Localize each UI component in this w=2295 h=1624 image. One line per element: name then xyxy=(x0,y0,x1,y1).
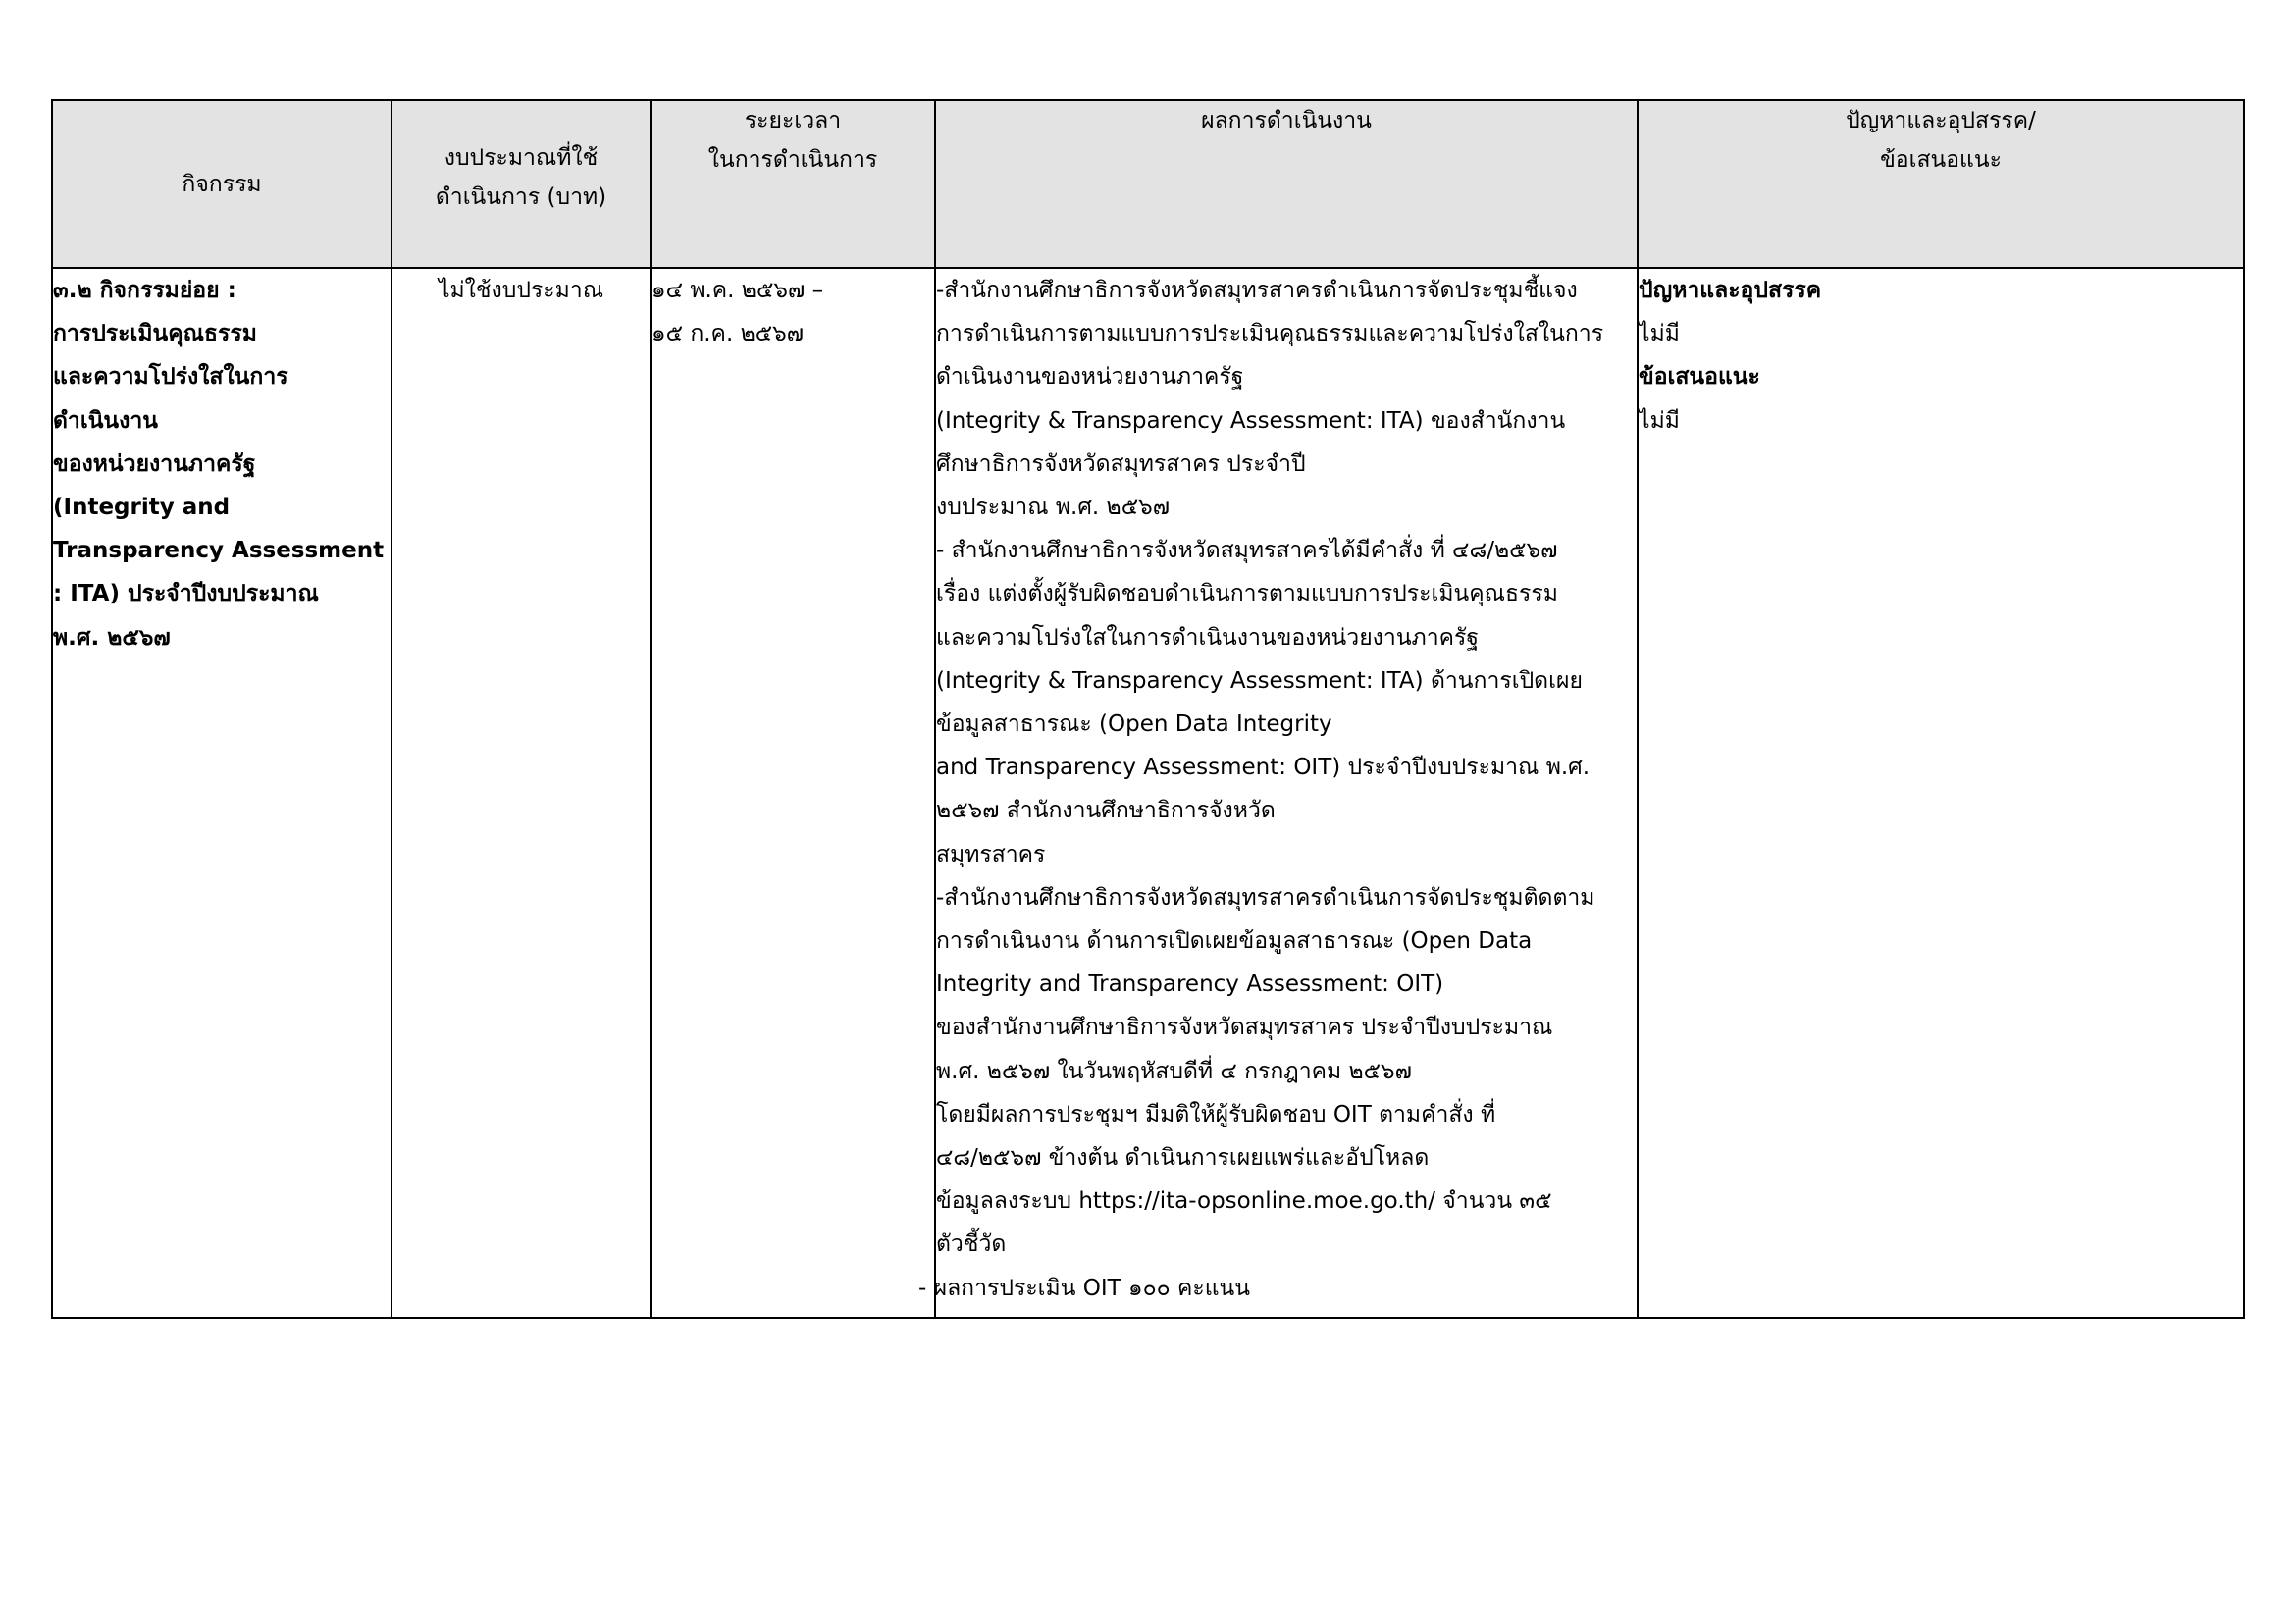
activity-line: ๓.๒ กิจกรรมย่อย : xyxy=(53,278,236,303)
header-duration: ระยะเวลา ในการดำเนินการ xyxy=(651,100,935,268)
results-line: การดำเนินงาน ด้านการเปิดเผยข้อมูลสาธารณะ (Open Data xyxy=(936,928,1533,955)
budget-value: ไม่ใช้งบประมาณ xyxy=(438,278,604,303)
activity-line: ของหน่วยงานภาครัฐ xyxy=(53,450,256,477)
duration-cell xyxy=(651,268,935,1318)
results-line: ข้อมูลสาธารณะ (Open Data Integrity xyxy=(936,711,1332,738)
table-row xyxy=(52,268,2244,1318)
suggestions-value: ไม่มี xyxy=(1639,407,1680,434)
results-line: ศึกษาธิการจังหวัดสมุทรสาคร ประจำปี xyxy=(936,450,1306,477)
results-line: ๔๘/๒๕๖๗ ข้างต้น ดำเนินการเผยแพร่และอัปโหลด xyxy=(936,1145,1430,1172)
duration-start: ๑๔ พ.ค. ๒๕๖๗ – xyxy=(652,278,824,303)
results-line: งบประมาณ พ.ศ. ๒๕๖๗ xyxy=(936,495,1171,521)
activity-line: Transparency Assessment xyxy=(53,538,385,564)
results-line: ๒๕๖๗ สำนักงานศึกษาธิการจังหวัด xyxy=(936,798,1276,824)
duration-end: ๑๕ ก.ค. ๒๕๖๗ xyxy=(652,321,805,347)
header-results: ผลการดำเนินงาน xyxy=(935,100,1638,268)
problems-heading: ปัญหาและอุปสรรค xyxy=(1639,278,1822,303)
results-line: Integrity and Transparency Assessment: OIT) xyxy=(936,971,1444,998)
budget-cell xyxy=(391,268,651,1318)
activity-line: การประเมินคุณธรรม xyxy=(53,321,257,347)
results-line: เรื่อง แต่งตั้งผู้รับผิดชอบดำเนินการตามแบบการประเมินคุณธรรม xyxy=(936,581,1558,607)
results-line: ตัวชี้วัด xyxy=(936,1231,1007,1258)
activity-line: : ITA) ประจำปีงบประมาณ xyxy=(53,581,319,607)
header-activity: กิจกรรม xyxy=(52,100,391,268)
results-line: สมุทรสาคร xyxy=(936,841,1046,867)
results-line: - สำนักงานศึกษาธิการจังหวัดสมุทรสาครได้มีคำสั่ง ที่ ๔๘/๒๕๖๗ xyxy=(936,538,1558,564)
results-line: ของสำนักงานศึกษาธิการจังหวัดสมุทรสาคร ประจำปีงบประมาณ xyxy=(936,1015,1553,1041)
results-line: และความโปร่งใสในการดำเนินงานของหน่วยงานภาครัฐ xyxy=(936,624,1480,651)
report-table xyxy=(51,99,2245,1319)
header-issues: ปัญหาและอุปสรรค/ ข้อเสนอแนะ xyxy=(1638,100,2244,268)
results-line: โดยมีผลการประชุมฯ มีมติให้ผู้รับผิดชอบ OIT ตามคำสั่ง ที่ xyxy=(936,1101,1496,1127)
results-line: - ผลการประเมิน OIT ๑๐๐ คะแนน xyxy=(918,1275,1250,1301)
results-line: การดำเนินการตามแบบการประเมินคุณธรรมและความโปร่งใสในการ xyxy=(936,321,1604,347)
header-budget: งบประมาณที่ใช้ ดำเนินการ (บาท) xyxy=(391,100,651,268)
results-line: ดำเนินงานของหน่วยงานภาครัฐ xyxy=(936,364,1244,391)
activity-line: ดำเนินงาน xyxy=(53,407,159,434)
results-line: -สำนักงานศึกษาธิการจังหวัดสมุทรสาครดำเนินการจัดประชุมติดตาม xyxy=(936,884,1595,911)
suggestions-heading: ข้อเสนอแนะ xyxy=(1639,364,1760,391)
results-line: and Transparency Assessment: OIT) ประจำปีงบประมาณ พ.ศ. xyxy=(936,755,1591,781)
issues-cell xyxy=(1638,268,2244,1318)
header-row xyxy=(52,100,2244,268)
results-line: ข้อมูลลงระบบ https://ita-opsonline.moe.go.th/ จำนวน ๓๕ xyxy=(936,1188,1552,1215)
results-line: พ.ศ. ๒๕๖๗ ในวันพฤหัสบดีที่ ๔ กรกฎาคม ๒๕๖๗ xyxy=(936,1058,1412,1084)
results-cell xyxy=(918,268,1638,1318)
results-line: -สำนักงานศึกษาธิการจังหวัดสมุทรสาครดำเนินการจัดประชุมชี้แจง xyxy=(936,278,1578,303)
problems-value: ไม่มี xyxy=(1639,321,1680,347)
activity-line: และความโปร่งใสในการ xyxy=(53,364,288,391)
activity-line: (Integrity and xyxy=(53,495,231,521)
results-line: (Integrity & Transparency Assessment: ITA) ด้านการเปิดเผย xyxy=(936,667,1583,694)
activity-line: พ.ศ. ๒๕๖๗ xyxy=(53,624,171,651)
activity-cell xyxy=(52,268,391,1318)
results-line: (Integrity & Transparency Assessment: ITA) ของสำนักงาน xyxy=(936,407,1566,434)
